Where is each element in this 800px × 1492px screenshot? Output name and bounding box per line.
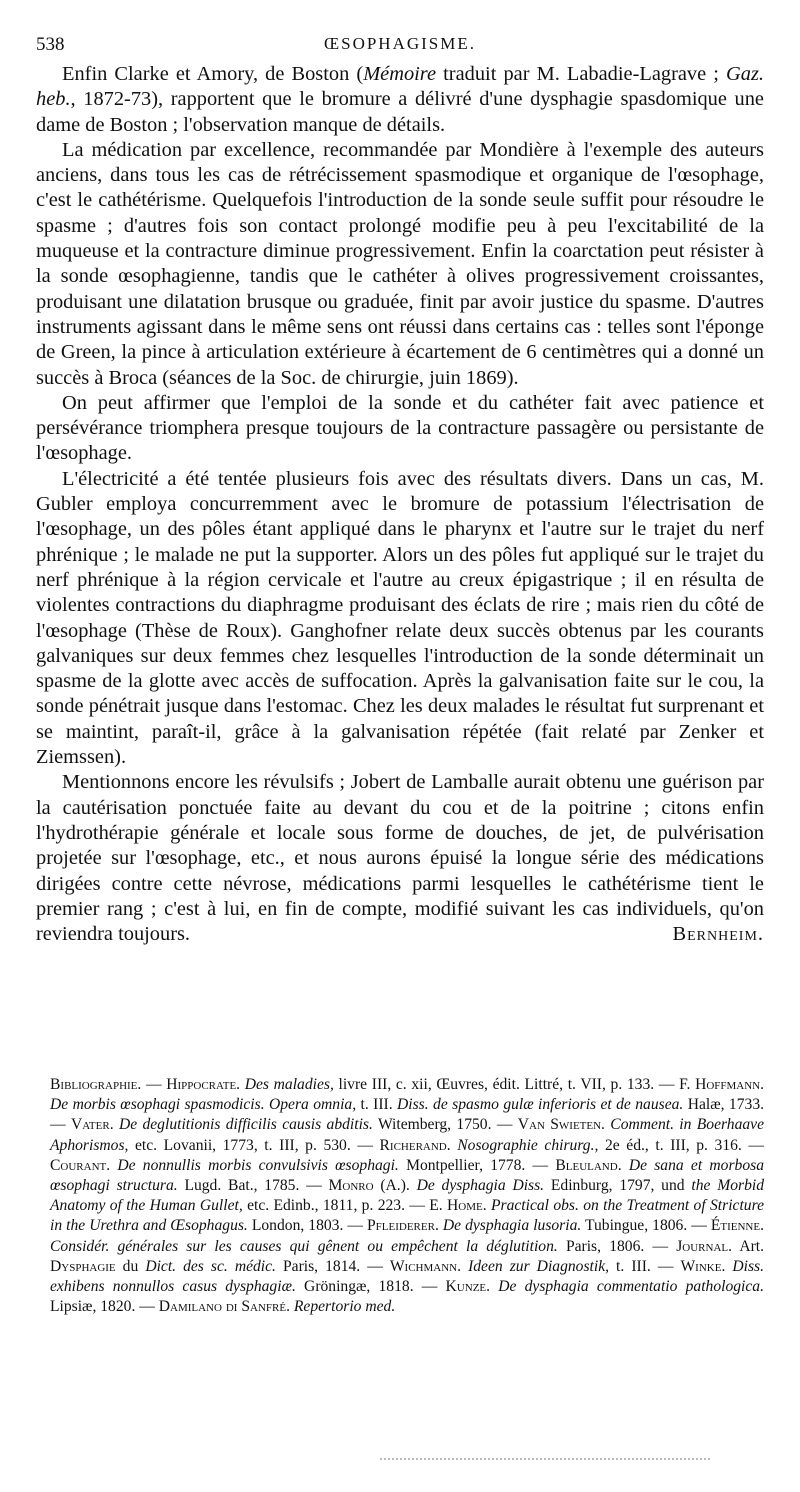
- text-run: L'électricité a été tentée plusieurs fois avec des résultats divers. Dans un cas, M. Gubler employa concurremment avec le bromure de potassium l'électrisation de l'œsophage, un des pôles étant appliqué dans le pharynx et l'autre sur le trajet du nerf phrénique ; le malade ne put la supporter. Alors un des pôles fut appliqué sur le trajet du nerf phrénique à la région cervicale et l'autre au creux épigastrique ; il en résulta de violentes contractions du diaphragme produisant des éclats de rire ; mais rien du côté de l'œsophage (Thèse de Roux). Ganghofner relate deux succès obtenus par les courants galvaniques sur deux femmes chez lesquelles l'introduction de la sonde déterminait un spasme de la glotte avec accès de suffocation. Après la galvanisation faite sur le cou, la sonde pénétrait jusque dans l'estomac. Chez les deux malades le résultat fut surprenant et se maintint, paraît-il, grâce à la galvanisation répétée (fait relaté par Zenker et Ziemssen).: [36, 467, 764, 769]
- author-name: Courant.: [50, 1156, 111, 1174]
- text-run: etc. Edinb., 1811, p. 223. — E.: [242, 1197, 448, 1215]
- text-run: —: [141, 1076, 167, 1093]
- text-run: 2e éd., t. III, p. 316. —: [598, 1136, 764, 1154]
- italic-text: Repertorio med.: [293, 1298, 396, 1316]
- text-run: [461, 1258, 468, 1275]
- italic-text: Nosographie chirurg.,: [457, 1136, 599, 1154]
- page-header: [36, 34, 764, 58]
- text-run: traduit par M. Labadie-Lagrave ;: [436, 63, 727, 85]
- italic-text: De dysphagia lusoria.: [442, 1217, 582, 1235]
- author-name: Bleuland.: [555, 1156, 622, 1174]
- text-run: , 1872-73), rapportent que le bromure a délivré d'une dysphagie spasdomique une dame de Boston ; l'observation manque de détails.: [36, 88, 764, 136]
- author-name: Hippocrate.: [166, 1076, 241, 1093]
- author-name: Richerand.: [379, 1136, 451, 1154]
- text-run: Gröningæ, 1818. —: [295, 1278, 446, 1296]
- text-run: Lugd. Bat., 1785. —: [177, 1177, 329, 1195]
- text-run: du: [115, 1257, 146, 1275]
- italic-text: De sana et morbosa œsophagi structura.: [50, 1156, 765, 1195]
- author-name: Journal.: [676, 1237, 733, 1255]
- author-name: Bibliographie.: [50, 1076, 142, 1093]
- text-run: Edinburg, 1797, und: [544, 1177, 692, 1195]
- text-run: Paris, 1806. —: [557, 1237, 677, 1255]
- text-run: livre III, c. xii, Œuvres, édit. Littré, t. VII, p. 133. — F.: [333, 1076, 696, 1093]
- italic-text: De nonnullis morbis convulsivis œsophagi.: [117, 1156, 399, 1174]
- text-run: Tubingue, 1806. —: [581, 1217, 711, 1235]
- footer-rule: [380, 1458, 710, 1460]
- paragraph: [36, 391, 764, 467]
- text-run: Halæ, 1733.—: [50, 1096, 765, 1134]
- text-run: Enfin Clarke et Amory, de Boston (: [62, 63, 364, 85]
- author-name: Étienne.: [710, 1217, 764, 1235]
- italic-text: Practical obs. on the Treatment of Stricture in the Urethra and Œsophagus.: [50, 1197, 764, 1235]
- italic-text: De dysphagia commentatio pathologica.: [498, 1278, 765, 1296]
- italic-text: De dysphagia Diss.: [416, 1177, 545, 1195]
- text-run: t. III.: [356, 1096, 398, 1114]
- page-number: 538: [36, 34, 65, 55]
- paragraph: [36, 138, 764, 391]
- italic-text: De morbis œsophagi spasmodicis. Opera omnia,: [50, 1096, 357, 1114]
- body-text: [36, 62, 764, 947]
- running-title: ŒSOPHAGISME.: [324, 34, 476, 53]
- text-run: London, 1803. —: [247, 1217, 367, 1235]
- author-name: Home.: [447, 1197, 487, 1215]
- author-name: Pfleiderer.: [367, 1217, 439, 1235]
- text-run: [490, 1278, 498, 1295]
- text-run: Witemberg, 1750. —: [372, 1116, 518, 1134]
- author-name: Winke.: [680, 1257, 726, 1275]
- italic-text: Ideen zur Diagnostik,: [468, 1257, 610, 1275]
- text-run: Lipsiæ, 1820. —: [50, 1298, 159, 1316]
- italic-text: Gaz. heb.: [36, 63, 764, 111]
- italic-text: Des maladies,: [244, 1076, 334, 1093]
- text-run: [410, 1177, 417, 1194]
- text-run: [622, 1157, 629, 1174]
- text-run: On peut affirmer que l'emploi de la sonde et du cathéter fait avec patience et persévérance triomphera presque toujours de la contracture passagère ou persistante de l'œsophage.: [36, 391, 764, 465]
- italic-text: the Morbid Anatomy of the Human Gullet,: [50, 1177, 764, 1215]
- italic-text: Comment. in Boerhaave Aphorismos,: [50, 1116, 765, 1154]
- text-run: Mentionnons encore les révulsifs ; Jobert de Lamballe aurait obtenu une guérison par la cautérisation ponctuée faite au devant du cou et de la poitrine ; citons enfin l'hydrothérapie générale et locale sous forme de douches, de jet, de pulvérisation projetée sur l'œsophage, etc., et nous aurons épuisé la longue série des médications dirigées contre cette névrose, médications parmi lesquelles le cathétérisme tient le premier rang ; c'est à lui, en fin de compte, modifié suivant les cas individuels, qu'on reviendra toujours.: [36, 771, 764, 946]
- italic-text: Considér. générales sur les causes qui gênent ou empêchent la déglutition.: [50, 1237, 558, 1255]
- author-name: Monro (A.).: [328, 1177, 410, 1195]
- text-run: Paris, 1814. —: [275, 1257, 390, 1275]
- bibliography: [50, 1075, 764, 1317]
- author-name: Vater.: [70, 1116, 114, 1134]
- text-run: etc. Lovanii, 1773, t. III, p. 530. —: [128, 1136, 380, 1154]
- author-name: Damilano di Sanfré.: [158, 1298, 290, 1316]
- italic-text: Diss. de spasmo gulæ inferioris et de nausea.: [397, 1096, 684, 1114]
- author-name: Van Swieten.: [517, 1116, 605, 1134]
- author-name: Dysphagie: [50, 1257, 116, 1275]
- text-run: t. III. —: [609, 1257, 681, 1275]
- paragraph: [36, 770, 764, 947]
- author-name: Kunze.: [445, 1278, 491, 1296]
- author-signature: Bernheim.: [672, 923, 764, 946]
- italic-text: Dict. des sc. médic.: [145, 1257, 276, 1275]
- text-run: La médication par excellence, recommandée par Mondière à l'exemple des auteurs anciens, dans tous les cas de rétrécissement spasmodique et organique de l'œsophage, c'est le cathétérisme. Quelquefois l'introduction de la sonde seule suffit pour résoudre le spasme ; d'autres fois son contact prolongé modifie peu à peu l'excitabilité de la muqueuse et la contracture diminue progressivement. Enfin la coarctation peut résister à la sonde œsophagienne, tandis que le cathéter à olives progressivement croissantes, produisant une dilatation brusque ou graduée, finit par avoir justice du spasme. D'autres instruments agissant dans le même sens ont réussi dans certains cas : telles sont l'éponge de Green, la pince à articulation extérieure à écartement de 6 centimètres qui a donné un succès à Broca (séances de la Soc. de chirurgie, juin 1869).: [36, 138, 764, 389]
- paragraph: [36, 467, 764, 771]
- text-run: Montpellier, 1778. —: [398, 1156, 556, 1174]
- paragraph: [36, 62, 764, 138]
- author-name: Wichmann.: [389, 1257, 462, 1275]
- text-run: Art.: [732, 1237, 765, 1255]
- italic-text: Mémoire: [363, 63, 437, 85]
- author-name: Hoffmann.: [695, 1076, 765, 1093]
- italic-text: De deglutitionis difficilis causis abditis.: [118, 1116, 373, 1134]
- italic-text: Diss. exhibens nonnullos casus dysphagiæ.: [50, 1257, 765, 1296]
